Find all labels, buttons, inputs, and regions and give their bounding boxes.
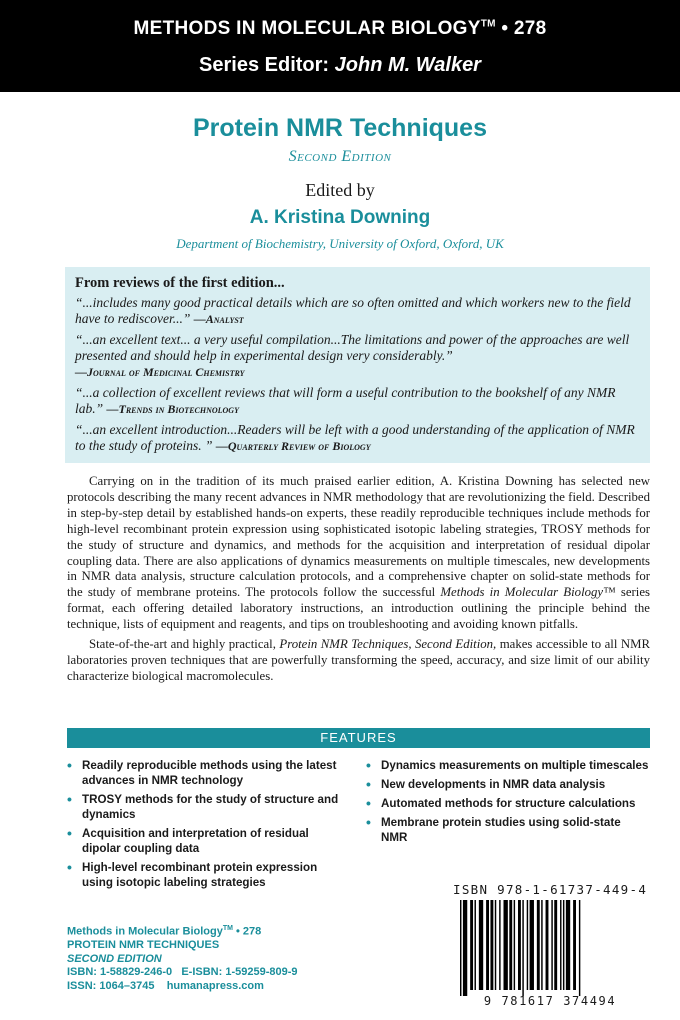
barcode-bar xyxy=(479,900,483,990)
barcode-bar xyxy=(475,900,476,990)
barcode-bar xyxy=(486,900,489,990)
feature-item: • Acquisition and interpretation of residual dipolar coupling data xyxy=(67,825,309,855)
barcode-bar xyxy=(527,900,528,990)
description-paragraph: State-of-the-art and highly practical, Protein NMR Techniques, Second Edition, makes accessible to all NMR laboratories proven techniques that are powerfully transforming the speed, accuracy, and size limit of our ability characterize biological macromolecules. xyxy=(67,637,650,683)
barcode-isbn-label: ISBN 978-1-61737-449-4 xyxy=(453,882,648,897)
book-edition: Second Edition xyxy=(288,148,392,165)
barcode-bar xyxy=(579,900,580,996)
barcode-bar xyxy=(470,900,473,990)
reviews-box xyxy=(65,267,650,463)
barcode-bar xyxy=(504,900,508,990)
bullet-icon: • xyxy=(366,757,371,773)
bullet-icon: • xyxy=(67,757,72,773)
series-editor: Series Editor: John M. Walker xyxy=(199,54,481,76)
bullet-icon: • xyxy=(366,795,371,811)
barcode-bar xyxy=(560,900,561,990)
barcode-bar xyxy=(554,900,557,990)
barcode-bar xyxy=(563,900,564,990)
feature-item: • Membrane protein studies using solid-state NMR xyxy=(366,814,621,844)
footer-edition: SECOND EDITION xyxy=(67,952,162,965)
footer-isbn: ISBN: 1-58829-246-0 E-ISBN: 1-59259-809-9 xyxy=(67,966,298,979)
feature-item: • TROSY methods for the study of structure and dynamics xyxy=(67,791,339,821)
bullet-icon: • xyxy=(366,814,371,830)
series-title: METHODS IN MOLECULAR BIOLOGY™ • 278 xyxy=(133,18,547,39)
review-quote: “...an excellent introduction...Readers will be left with a good understanding of the application of NMR to the study of proteins. ” —Quarterly Review of Biology xyxy=(75,422,635,453)
series-banner xyxy=(0,0,680,92)
editor-affiliation: Department of Biochemistry, University of Oxford, Oxford, UK xyxy=(176,236,504,251)
book-editor-name: A. Kristina Downing xyxy=(249,207,431,228)
barcode-bar xyxy=(551,900,552,990)
barcode-bar xyxy=(499,900,500,990)
barcode-bar xyxy=(460,900,461,996)
barcode-bar xyxy=(463,900,467,996)
review-quote: “...includes many good practical details which are so often omitted and which workers new to the field have to rediscover...” —Analyst xyxy=(75,295,631,326)
barcode-bar xyxy=(495,900,496,990)
barcode-bar xyxy=(514,900,515,990)
review-quote: “...an excellent text... a very useful compilation...The limitations and power of the approaches are well presented and should help in experimental design very considerably.” —Journal of Medicinal Chemistry xyxy=(75,332,630,379)
bullet-icon: • xyxy=(67,791,72,807)
bullet-icon: • xyxy=(67,859,72,875)
barcode-bar xyxy=(537,900,540,990)
bullet-icon: • xyxy=(67,825,72,841)
barcode-bar xyxy=(566,900,570,990)
publication-info xyxy=(67,922,298,994)
barcode-bar xyxy=(573,900,576,990)
barcode-bar xyxy=(541,900,542,990)
barcode-number: 9 781617 374494 xyxy=(483,994,617,1008)
feature-item: • Automated methods for structure calculations xyxy=(366,795,636,811)
review-quote: “...a collection of excellent reviews that will form a useful contribution to the bookshelf of any NMR lab.” —Trends in Biotechnology xyxy=(75,385,616,416)
footer-series: Methods in Molecular Biology™ • 278 xyxy=(67,925,262,938)
barcode xyxy=(456,900,644,996)
features-list-left xyxy=(67,758,347,894)
footer-issn: ISSN: 1064–3745 humanapress.com xyxy=(67,980,264,993)
barcode-bar xyxy=(530,900,534,990)
features-list-right xyxy=(366,758,650,849)
feature-item: • Readily reproducible methods using the latest advances in NMR technology xyxy=(67,757,337,787)
footer-title: PROTEIN NMR TECHNIQUES xyxy=(67,939,220,952)
feature-item: • High-level recombinant protein expression using isotopic labeling strategies xyxy=(67,859,318,889)
book-title: Protein NMR Techniques xyxy=(192,114,487,142)
features-heading: FEATURES xyxy=(67,728,650,748)
barcode-bar xyxy=(546,900,549,990)
feature-item: • New developments in NMR data analysis xyxy=(366,776,606,792)
reviews-heading: From reviews of the first edition... xyxy=(75,275,285,291)
book-description xyxy=(67,474,650,689)
barcode-bar xyxy=(509,900,512,990)
description-paragraph: Carrying on in the tradition of its much praised earlier edition, A. Kristina Downing has selected new protocols describing the many recent advances in NMR methodology that are revolutionizing the field. Described in step-by-step detail by established hands-on experts, these readily reproducible techniques include methods for high-level recombinant protein expression using sophisticated isotopic labeling strategies, TROSY methods for the study of structure and dynamics, and methods for the acquisition and interpretation of residual dipolar coupling data. There are also applications of dynamics measurements on multiple timescales, new developments in NMR data analysis, structure calculation protocols, and a comprehensive chapter on solid-state methods for the study of membrane proteins. The protocols follow the successful Methods in Molecular Biology™ series format, each offering detailed laboratory instructions, an introduction outlining the principle behind the technique, lists of equipment and reagents, and tips on troubleshooting and avoiding known pitfalls. xyxy=(67,474,650,632)
barcode-bar xyxy=(518,900,521,990)
bullet-icon: • xyxy=(366,776,371,792)
feature-item: • Dynamics measurements on multiple timescales xyxy=(366,757,649,773)
barcode-bar xyxy=(522,900,523,996)
barcode-bar xyxy=(490,900,493,990)
edited-by-label: Edited by xyxy=(305,180,375,200)
